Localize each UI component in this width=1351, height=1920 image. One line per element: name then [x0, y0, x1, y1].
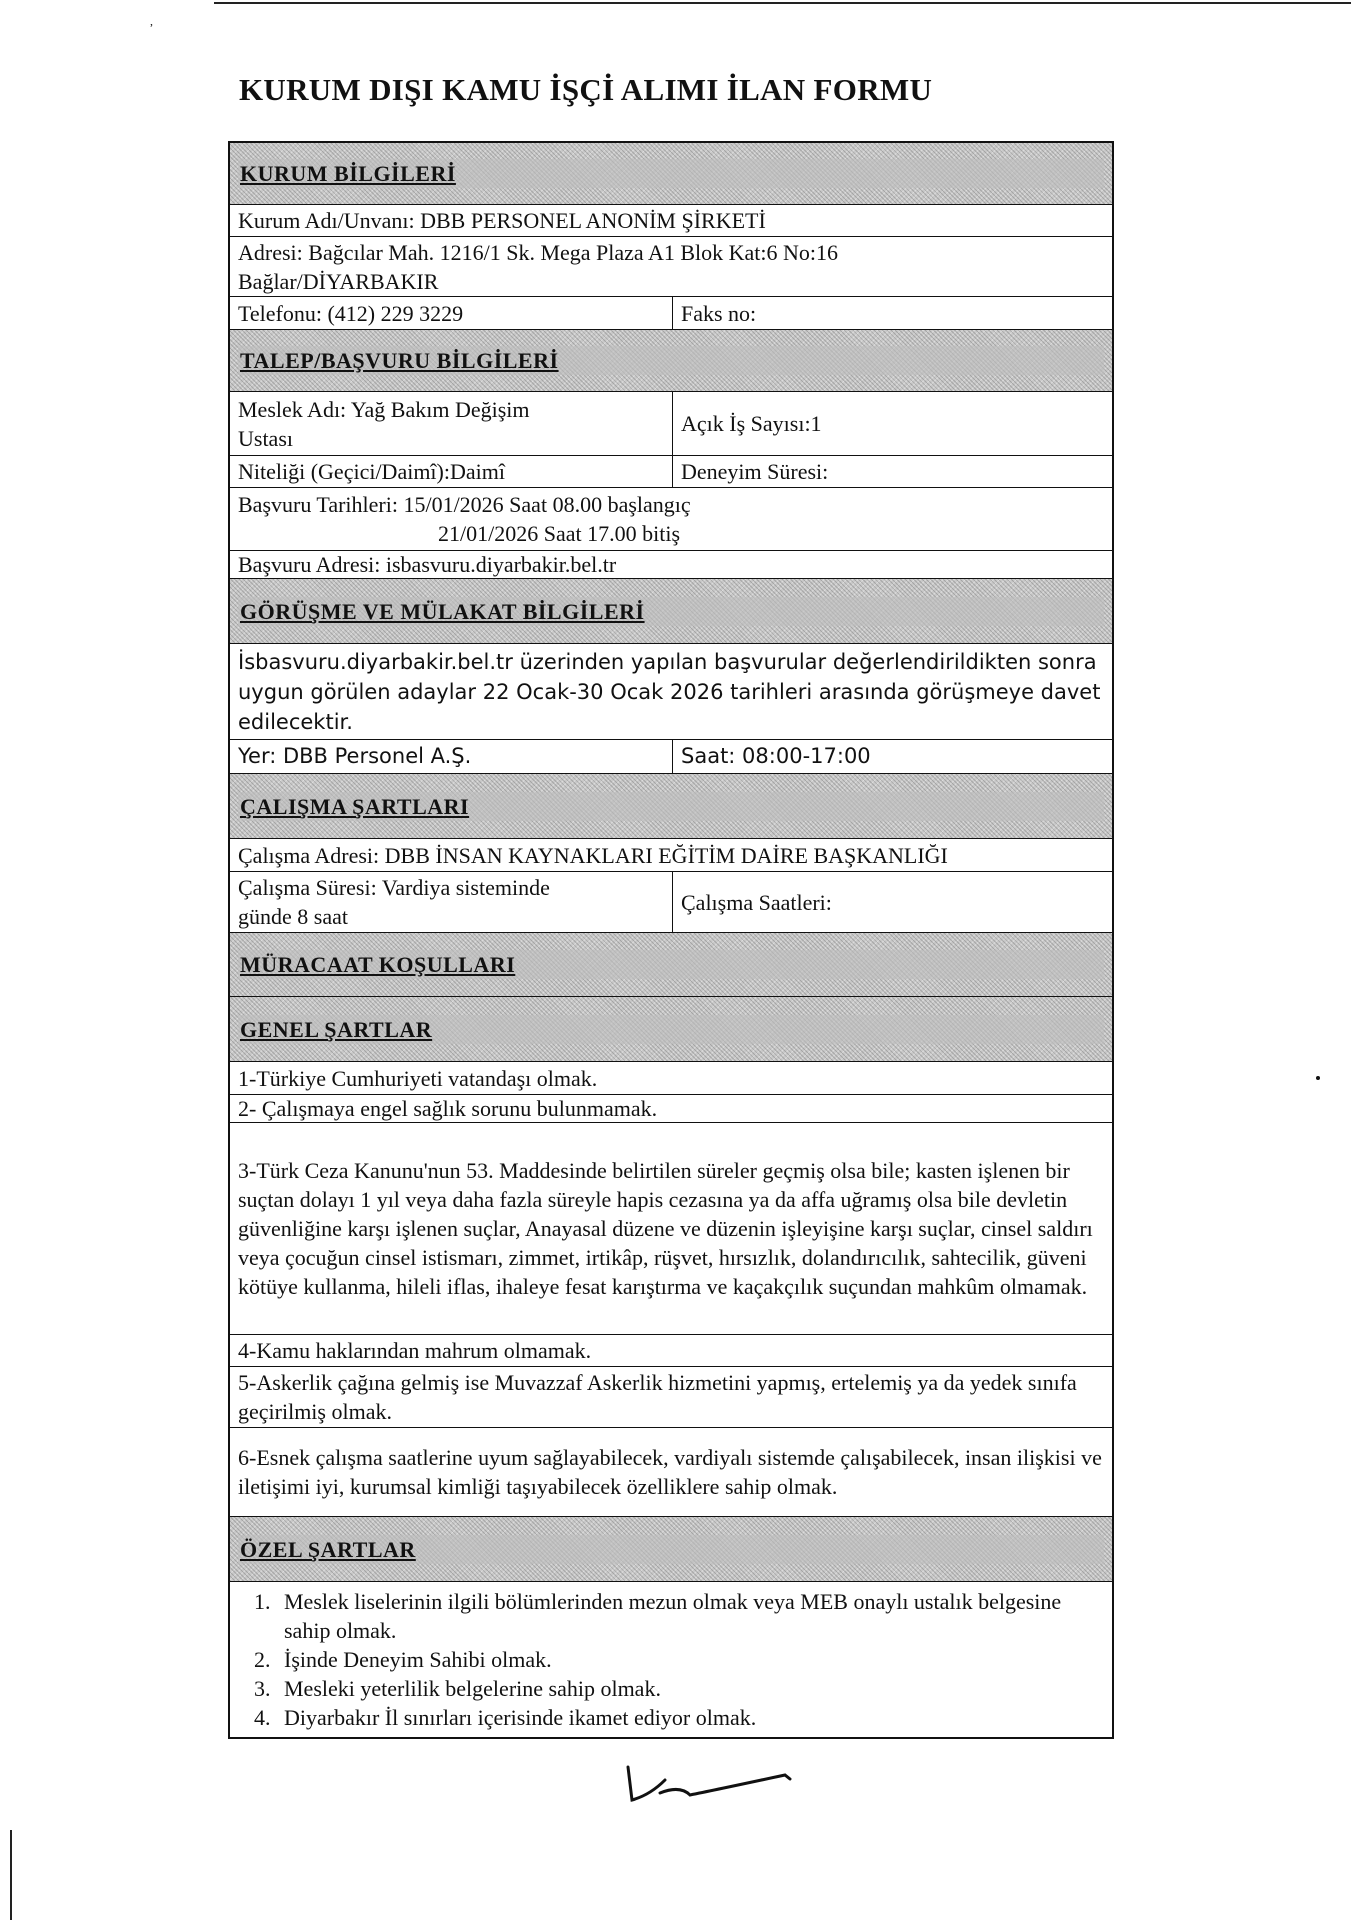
section-header-ozel: [230, 1517, 1112, 1582]
genel-sart-row: [230, 1428, 1112, 1517]
faks: Faks no:: [681, 300, 757, 326]
deneyim-suresi: Deneyim Süresi:: [681, 459, 829, 484]
section-header-genel: [230, 997, 1112, 1062]
section-title: GÖRÜŞME VE MÜLAKAT BİLGİLERİ: [238, 597, 1104, 626]
section-title: ÇALIŞMA ŞARTLARI: [238, 792, 1104, 821]
genel-sart-row: [230, 1367, 1112, 1428]
basvuru-tarih-row: [230, 488, 1112, 551]
ozel-sartlar-list: [230, 1582, 1112, 1738]
basvuru-adres-row: [230, 551, 1112, 579]
section-header-calisma: [230, 774, 1112, 839]
genel-sart: 2- Çalışmaya engel sağlık sorunu bulunmamak.: [238, 1096, 658, 1121]
adres-line2: Bağlar/DİYARBAKIR: [238, 268, 439, 294]
ozel-sart: 3. Mesleki yeterlilik belgelerine sahip olmak.: [276, 1674, 1104, 1703]
section-title: MÜRACAAT KOŞULLARI: [238, 950, 1104, 979]
genel-sart: 6-Esnek çalışma saatlerine uyum sağlayabilecek, vardiyalı sistemde çalışabilecek, insan ilişkisi ve iletişimi iyi, kurumsal kimliği taşıyabilecek özelliklere sahip olmak.: [238, 1445, 1102, 1499]
yer-saat-row: [230, 740, 1112, 774]
genel-sart: 4-Kamu haklarından mahrum olmamak.: [238, 1338, 592, 1363]
kurum-adi: Kurum Adı/Unvanı: DBB PERSONEL ANONİM ŞİRKETİ: [238, 208, 766, 233]
genel-sart-row: [230, 1062, 1112, 1095]
genel-sart-row: [230, 1335, 1112, 1367]
section-title: ÖZEL ŞARTLAR: [238, 1535, 1104, 1564]
page-title: KURUM DIŞI KAMU İŞÇİ ALIMI İLAN FORMU: [239, 72, 933, 107]
sure-line2: günde 8 saat: [238, 904, 348, 929]
section-header-kurum: [230, 143, 1112, 205]
genel-sart: 3-Türk Ceza Kanunu'nun 53. Maddesinde belirtilen süreler geçmiş olsa bile; kasten işlenen bir suçtan dolayı 1 yıl veya daha fazla süreyle hapis cezasına ya da affa uğramış olsa bile devletin güvenliğine karşı işlenen suçlar, Anayasal düzene ve düzenin işleyişine karşı suçlar, cinsel saldırı veya çocuğun cinsel istismarı, zimmet, irtikâp, rüşvet, hırsızlık, dolandırıcılık, sahtecilik, güveni kötüye kullanma, hileli iflas, ihaleye fesat karıştırma ve kaçakçılık suçundan mahkûm olmamak.: [238, 1158, 1093, 1299]
page-top-line: [214, 2, 1351, 4]
ozel-sart: 4. Diyarbakır İl sınırları içerisinde ikamet ediyor olmak.: [276, 1703, 1104, 1732]
meslek-row: [230, 392, 1112, 456]
kurum-adi-row: [230, 205, 1112, 237]
tarih-bitis: 21/01/2026 Saat 17.00 bitiş: [438, 521, 680, 546]
genel-sart-row: [230, 1123, 1112, 1335]
signature: [620, 1755, 800, 1815]
ozel-sart: 1. Meslek liselerinin ilgili bölümlerinden mezun olmak veya MEB onaylı ustalık belgesine sahip olmak.: [276, 1587, 1104, 1645]
job-posting-form: [228, 141, 1114, 1739]
nitelik-row: [230, 456, 1112, 488]
kurum-adres-row: [230, 237, 1112, 297]
genel-sart-row: [230, 1095, 1112, 1123]
section-title: KURUM BİLGİLERİ: [238, 159, 1104, 188]
adres-line1: Adresi: Bağcılar Mah. 1216/1 Sk. Mega Plaza A1 Blok Kat:6 No:16: [238, 239, 839, 265]
calisma-adres-row: [230, 839, 1112, 872]
genel-sart: 1-Türkiye Cumhuriyeti vatandaşı olmak.: [238, 1065, 598, 1091]
tarih-baslangic: Başvuru Tarihleri: 15/01/2026 Saat 08.00 başlangıç: [238, 492, 691, 517]
scan-dot: [1316, 1076, 1320, 1080]
calisma-sure-row: [230, 872, 1112, 933]
section-header-muracaat: [230, 933, 1112, 997]
genel-sart: 5-Askerlik çağına gelmiş ise Muvazzaf Askerlik hizmetini yapmış, ertelemiş ya da yedek sınıfa geçirilmiş olmak.: [238, 1370, 1077, 1424]
section-header-gorusme: [230, 579, 1112, 644]
meslek-line1: Meslek Adı: Yağ Bakım Değişim: [238, 396, 530, 422]
gorusme-saat: Saat: 08:00-17:00: [681, 744, 871, 768]
calisma-saatleri: Çalışma Saatleri:: [681, 889, 832, 915]
telefon: Telefonu: (412) 229 3229: [230, 297, 673, 329]
gorusme-aciklama-row: [230, 644, 1112, 740]
gorusme-yer: Yer: DBB Personel A.Ş.: [230, 740, 673, 773]
ozel-sart: 2. İşinde Deneyim Sahibi olmak.: [276, 1645, 1104, 1674]
niteligi: Niteliği (Geçici/Daimî):Daimî: [230, 456, 673, 487]
scan-edge-line: [10, 1830, 12, 1920]
basvuru-adresi[interactable]: Başvuru Adresi: isbasvuru.diyarbakir.bel.tr: [238, 552, 617, 577]
meslek-line2: Ustası: [238, 425, 293, 451]
acik-is-sayisi: Açık İş Sayısı:1: [681, 411, 822, 436]
section-title: GENEL ŞARTLAR: [238, 1015, 1104, 1044]
section-header-talep: [230, 330, 1112, 392]
calisma-adresi: Çalışma Adresi: DBB İNSAN KAYNAKLARI EĞİTİM DAİRE BAŞKANLIĞI: [238, 842, 948, 868]
sure-line1: Çalışma Süresi: Vardiya sisteminde: [238, 875, 550, 900]
gorusme-aciklama: İsbasvuru.diyarbakir.bel.tr üzerinden yapılan başvurular değerlendirildikten sonra uygun görülen adaylar 22 Ocak-30 Ocak 2026 tarihleri arasında görüşmeye davet edilecektir.: [238, 649, 1101, 734]
scan-mark: ,: [150, 14, 153, 28]
section-title: TALEP/BAŞVURU BİLGİLERİ: [238, 346, 1104, 375]
telefon-row: [230, 297, 1112, 330]
